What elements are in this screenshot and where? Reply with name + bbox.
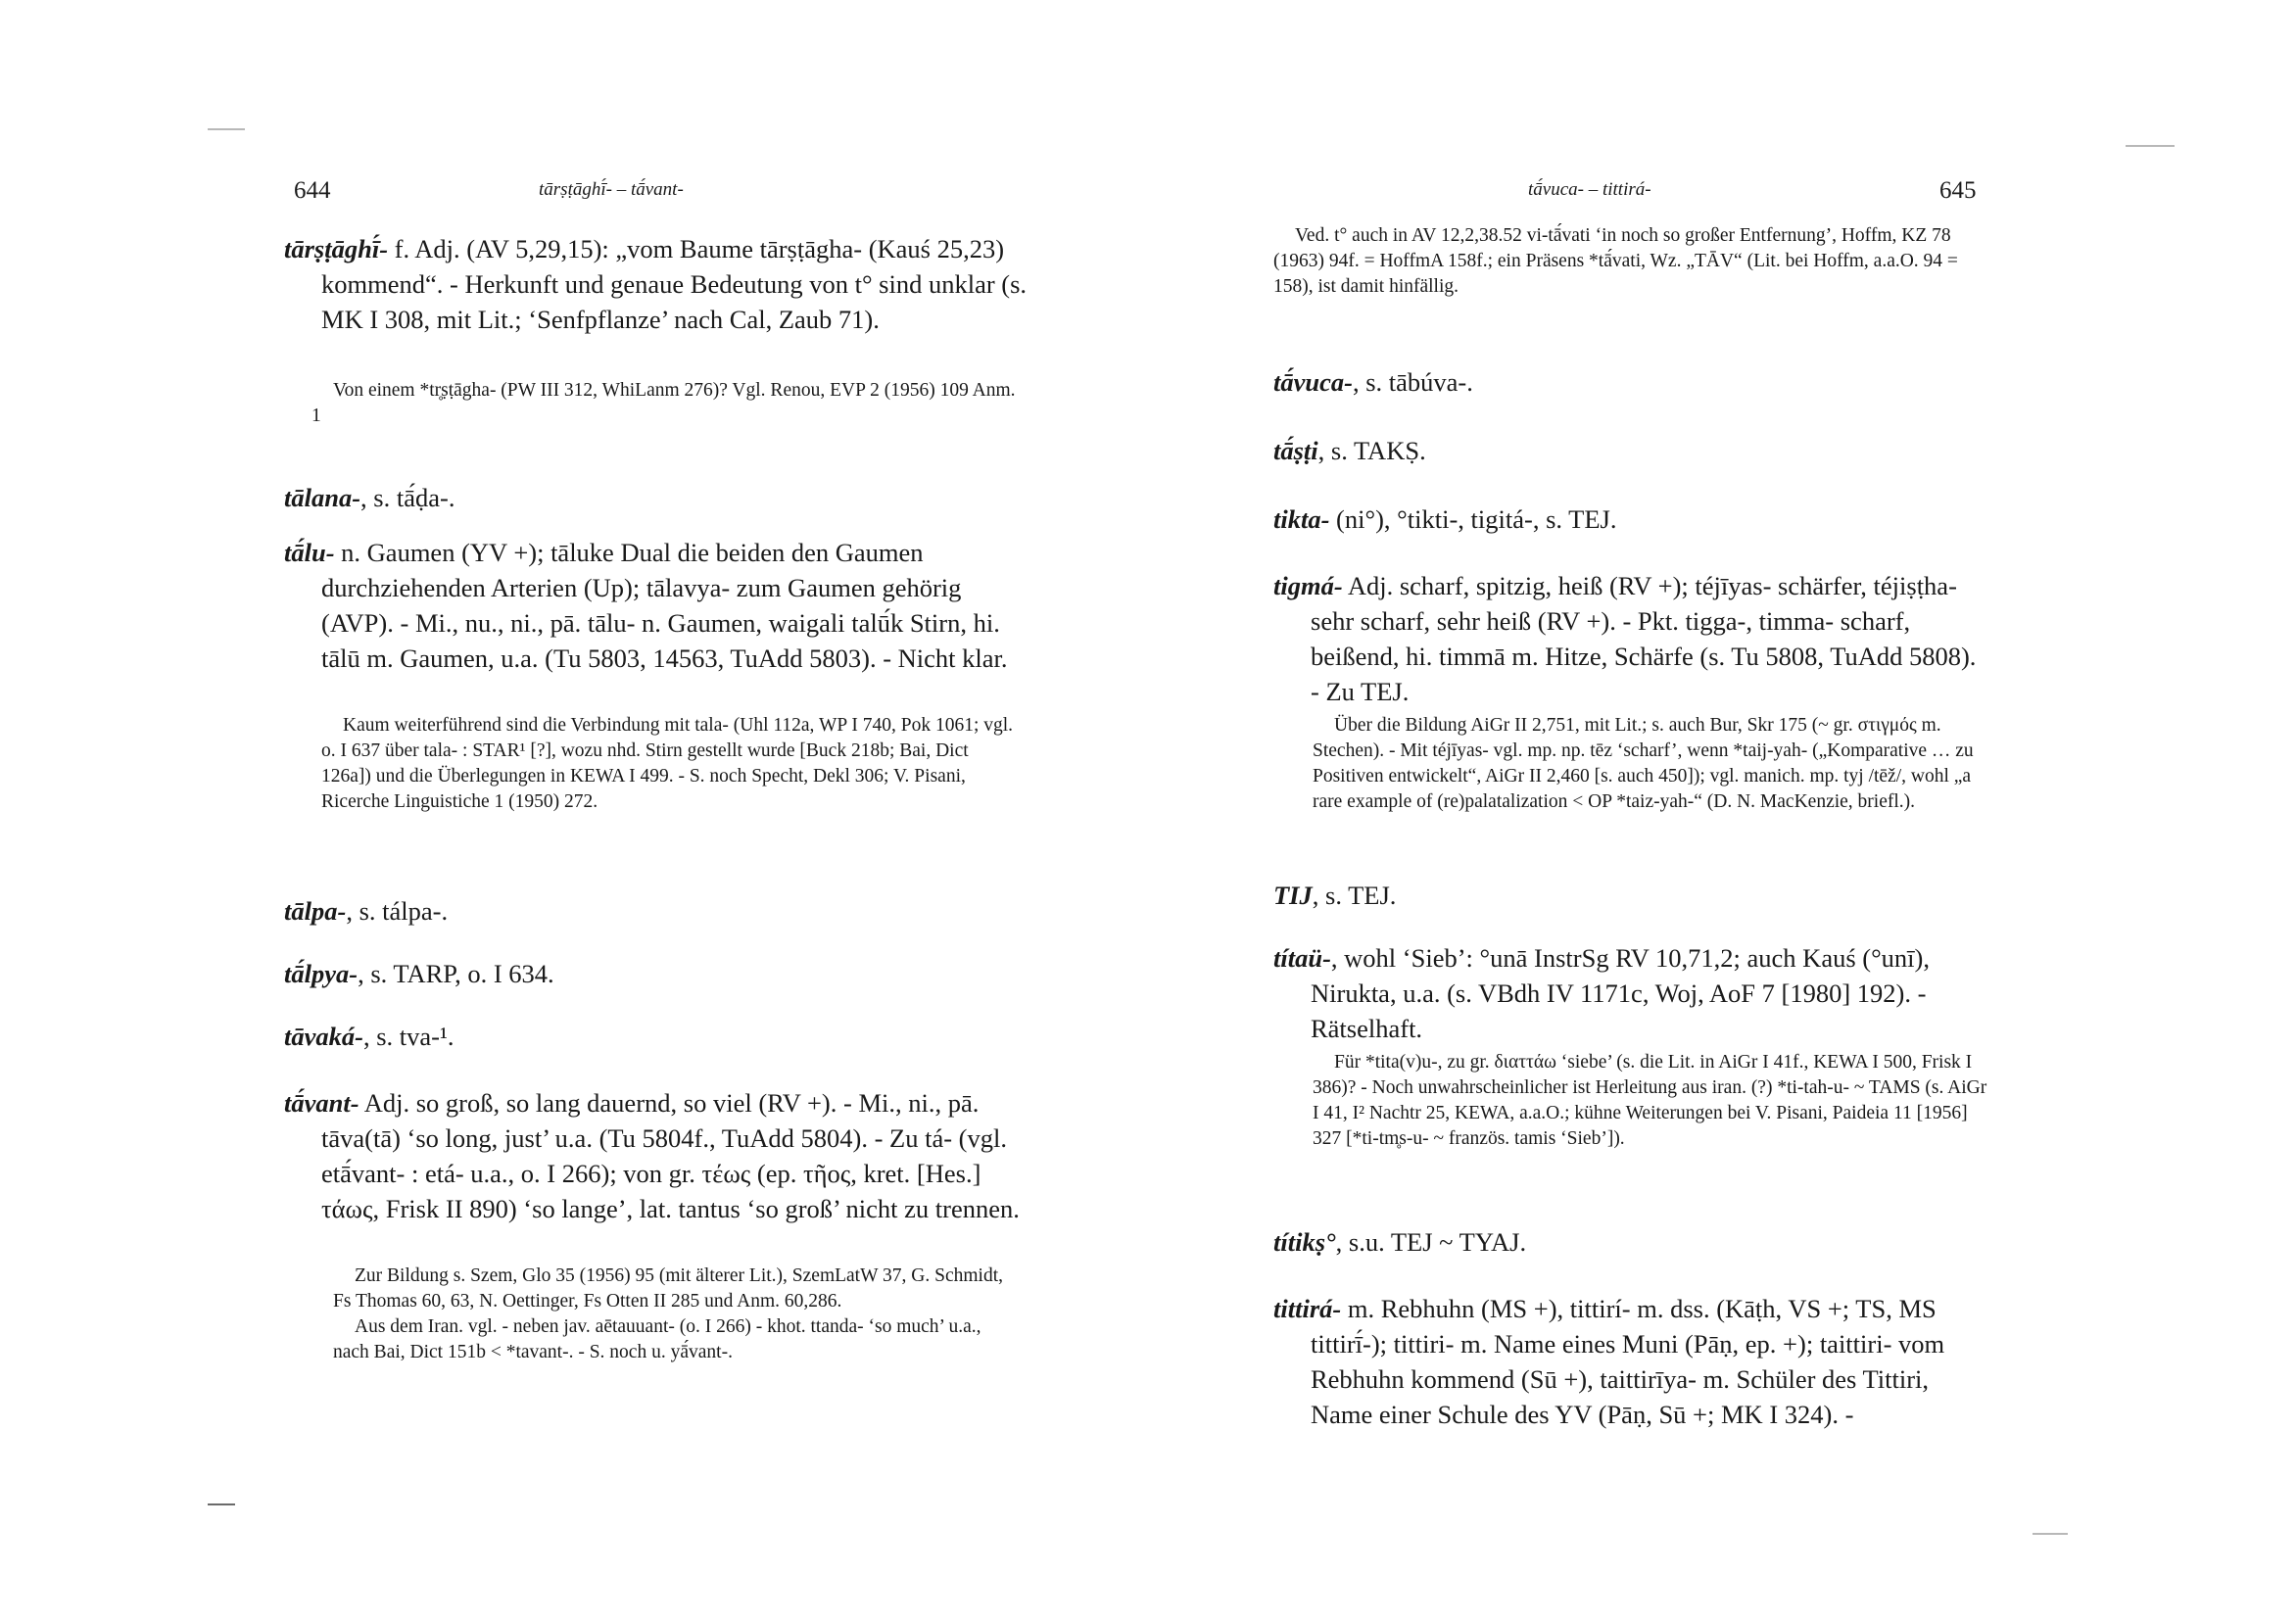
headword: tikta- <box>1273 504 1330 534</box>
note-text: Für *tita(v)u-, zu gr. διαττάω ‘siebe’ (s. die Lit. in AiGr I 41f., KEWA I 500, Frisk I 386)? - Noch unwahrscheinlicher ist Herleitung aus iran. (?) *ti-tah-u- ~ TAMS (s. AiGr I 41, I² Nachtr 25, KEWA, a.a.O.; kühne Weiterungen bei V. Pisani, Paideia 11 [1956] 327 [*ti-tm̥s-u- ~ französ. tamis ‘Sieb’]). <box>1313 1052 1987 1149</box>
entry-tavant <box>284 1085 1028 1226</box>
note-text: Von einem *tr̥ṣṭāgha- (PW III 312, WhiLanm 276)? Vgl. Renou, EVP 2 (1956) 109 Anm. 1 <box>311 380 1016 426</box>
headword: tā́vant- <box>284 1088 359 1118</box>
entry-note <box>311 378 1017 429</box>
headword: títaü- <box>1273 943 1331 973</box>
scan-mark <box>208 1503 235 1505</box>
headword: tālana- <box>284 483 361 512</box>
entry-text: , s. TARP, o. I 634. <box>358 959 554 988</box>
entry-note <box>333 1264 1019 1365</box>
entry-note <box>1313 713 1988 815</box>
entry-text: (ni°), °tikti-, tigitá-, s. TEJ. <box>1329 504 1617 534</box>
entry-text: Adj. so groß, so lang dauernd, so viel (RV +). - Mi., ni., pā. tāva(tā) ‘so long, just’ u.a. (Tu 5804f., TuAdd 5804). - Zu tá- (vgl. etā́vant- : etá- u.a., o. I 266); von gr. τέως (ep. τῆος, kret. [Hes.] τάως, Frisk II 890) ‘so lange’, lat. tantus ‘so groß’ nicht zu trennen. <box>321 1088 1020 1223</box>
entry-text: m. Rebhuhn (MS +), tittirí- m. dss. (Kāṭh, VS +; TS, MS tittirī́-); tittiri- m. Name eines Muni (Pāṇ, ep. +); taittiri- vom Rebhuhn kommend (Sū +), taittirīya- m. Schüler des Tittiri, Name einer Schule des YV (Pāṇ, Sū +; MK I 324). - <box>1311 1294 1945 1429</box>
entry-tarstaghi <box>284 231 1028 337</box>
entry-text: , wohl ‘Sieb’: °unā InstrSg RV 10,71,2; auch Kauś (°unī), Nirukta, u.a. (s. VBdh IV 1171c, Woj, AoF 7 [1980] 192). - Rätselhaft. <box>1311 943 1930 1043</box>
entry-text: , s. tálpa-. <box>346 896 449 926</box>
entry-tavuca <box>1273 364 1979 400</box>
scan-mark <box>2126 145 2175 147</box>
headword: tittirá- <box>1273 1294 1342 1323</box>
headword: tārṣṭāghī́- <box>284 234 389 263</box>
entry-tittira <box>1273 1291 1979 1432</box>
entry-tij <box>1273 878 1979 913</box>
running-head: tā́vuca- – tittirá- <box>1528 179 1651 200</box>
page-header <box>284 177 1028 207</box>
entry-tikta <box>1273 501 1979 537</box>
headword: tā́lu- <box>284 538 335 567</box>
entry-titiks <box>1273 1224 1979 1260</box>
entry-text: f. Adj. (AV 5,29,15): „vom Baume tārṣṭāgha- (Kauś 25,23) kommend“. - Herkunft und genaue Bedeutung von t° sind unklar (s. MK I 308, mit Lit.; ‘Senfpflanze’ nach Cal, Zaub 71). <box>321 234 1028 334</box>
headword: tāvaká- <box>284 1022 363 1051</box>
entry-note <box>1313 1050 1988 1152</box>
entry-talu <box>284 535 1028 676</box>
entry-tavaka <box>284 1019 1028 1054</box>
note-text: Zur Bildung s. Szem, Glo 35 (1956) 95 (mit älterer Lit.), SzemLatW 37, G. Schmidt, Fs Thomas 60, 63, N. Oettinger, Fs Otten II 285 und Anm. 60,286. <box>333 1265 1003 1312</box>
entry-talpya <box>284 956 1028 991</box>
entry-talpa <box>284 893 1028 929</box>
entry-text: , s. tā́ḍa-. <box>360 483 455 512</box>
note-text: Über die Bildung AiGr II 2,751, mit Lit.; s. auch Bur, Skr 175 (~ gr. στιγμός m. Stechen). - Mit téjīyas- vgl. mp. np. tēz ‘scharf’, wenn *taij-yah- („Komparative … zu Positiven entwickelt“, AiGr II 2,460 [s. auch 450]); vgl. manich. mp. tyj /tēž/, wohl „a rare example of (re)palatalization < OP *taiz-yah-“ (D. N. MacKenzie, briefl.). <box>1313 715 1974 812</box>
entry-text: Adj. scharf, spitzig, heiß (RV +); téjīyas- schärfer, téjiṣṭha- sehr scharf, sehr heiß (RV +). - Pkt. tigga-, timma- scharf, beißend, hi. timmā m. Hitze, Schärfe (s. Tu 5808, TuAdd 5808). - Zu TEJ. <box>1311 571 1977 706</box>
entry-note <box>1273 223 1977 300</box>
note-text: Aus dem Iran. vgl. - neben jav. aētauuant- (o. I 266) - khot. ttanda- ‘so much’ u.a., nach Bai, Dict 151b < *tavant-. - S. noch u. yā́vant-. <box>333 1316 981 1362</box>
headword: tālpa- <box>284 896 347 926</box>
entry-text: , s. tva-¹. <box>362 1022 454 1051</box>
entry-text: , s.u. TEJ ~ TYAJ. <box>1335 1227 1527 1257</box>
headword: tā́lpya- <box>284 959 359 988</box>
running-head: tārṣṭāghī́- – tā́vant- <box>539 179 684 200</box>
page-number: 645 <box>1939 177 1977 204</box>
headword: TIJ <box>1273 881 1313 910</box>
headword: tā́ṣṭi <box>1273 436 1318 465</box>
entry-text: , s. tābúva-. <box>1352 367 1473 397</box>
entry-tigma <box>1273 568 1979 709</box>
entry-talana <box>284 480 1028 515</box>
note-text: Ved. t° auch in AV 12,2,38.52 vi-tā́vati ‘in noch so großer Entfernung’, Hoffm, KZ 78 (1963) 94f. = HoffmA 158f.; ein Präsens *tā́vati, Wz. „TĀV“ (Lit. bei Hoffm, a.a.O. 94 = 158), ist damit hinfällig. <box>1273 225 1958 297</box>
page-header <box>1273 177 1979 207</box>
headword: títikṣ° <box>1273 1227 1336 1257</box>
headword: tā́vuca- <box>1273 367 1353 397</box>
entry-text: , s. TEJ. <box>1312 881 1397 910</box>
scan-mark <box>208 128 245 130</box>
page-number: 644 <box>294 177 331 204</box>
entry-text: n. Gaumen (YV +); tāluke Dual die beiden den Gaumen durchziehenden Arterien (Up); tālavya- zum Gaumen gehörig (AVP). - Mi., nu., ni., pā. tālu- n. Gaumen, waigali talū́k Stirn, hi. tālū m. Gaumen, u.a. (Tu 5803, 14563, TuAdd 5803). - Nicht klar. <box>321 538 1008 673</box>
entry-titau <box>1273 940 1979 1046</box>
scan-mark <box>2033 1533 2068 1535</box>
entry-note <box>321 713 1019 815</box>
headword: tigmá- <box>1273 571 1343 600</box>
note-text: Kaum weiterführend sind die Verbindung mit tala- (Uhl 112a, WP I 740, Pok 1061; vgl. o. I 637 über tala- : STAR¹ [?], wozu nhd. Stirn gestellt wurde [Buck 218b; Bai, Dict 126a]) und die Überlegungen in KEWA I 499. - S. noch Specht, Dekl 306; V. Pisani, Ricerche Linguistiche 1 (1950) 272. <box>321 715 1014 812</box>
entry-text: , s. TAKṢ. <box>1317 436 1426 465</box>
entry-tasti <box>1273 433 1979 468</box>
